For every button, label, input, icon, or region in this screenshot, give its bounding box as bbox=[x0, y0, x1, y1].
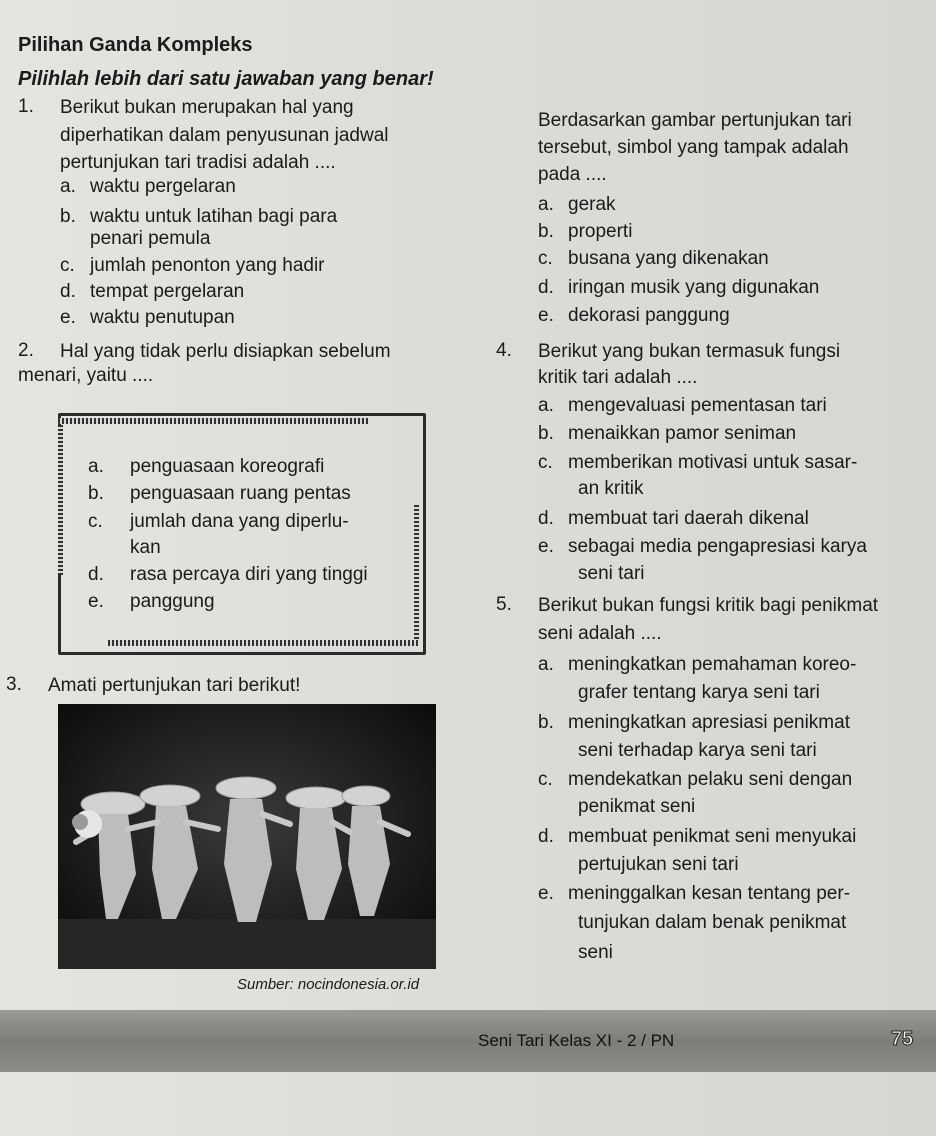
question-5-option-c[interactable]: c. mendekatkan pelaku seni dengan bbox=[538, 769, 853, 790]
photo-caption: Sumber: nocindonesia.or.id bbox=[237, 976, 420, 993]
question-1-option-c[interactable]: c. jumlah penonton yang hadir bbox=[60, 255, 325, 276]
question-2-text-line-2: menari, yaitu .... bbox=[18, 365, 154, 386]
box-right-hatch bbox=[414, 505, 419, 640]
question-4-number: 4. bbox=[496, 340, 512, 361]
question-1-text-line-2: diperhatikan dalam penyusunan jadwal bbox=[60, 125, 389, 146]
question-5-text-line-2: seni adalah .... bbox=[538, 623, 662, 644]
dance-performance-photo bbox=[58, 704, 436, 969]
question-2-option-d[interactable]: d. rasa percaya diri yang tinggi bbox=[88, 564, 368, 585]
box-left-hatch bbox=[58, 425, 63, 575]
question-1-option-d[interactable]: d. tempat pergelaran bbox=[60, 281, 245, 302]
question-1-option-e[interactable]: e. waktu penutupan bbox=[60, 307, 235, 328]
question-3-cont-line-2: tersebut, simbol yang tampak adalah bbox=[538, 137, 849, 158]
box-bottom-hatch bbox=[108, 640, 418, 646]
question-4-option-c[interactable]: c. memberikan motivasi untuk sasar- bbox=[538, 452, 858, 473]
page-number: 75 bbox=[890, 1028, 914, 1050]
section-title: Pilihan Ganda Kompleks bbox=[18, 34, 253, 56]
question-5-option-e[interactable]: e. meninggalkan kesan tentang per- bbox=[538, 883, 851, 904]
question-1-number: 1. bbox=[18, 96, 34, 117]
question-1-option-b[interactable]: b. waktu untuk latihan bagi para bbox=[60, 206, 338, 227]
question-4-option-b[interactable]: b. menaikkan pamor seniman bbox=[538, 423, 797, 444]
question-2-option-b[interactable]: b. penguasaan ruang pentas bbox=[88, 483, 351, 504]
question-5-option-d[interactable]: d. membuat penikmat seni menyukai bbox=[538, 826, 857, 847]
question-5-option-d-cont: pertujukan seni tari bbox=[578, 854, 739, 875]
question-4-option-c-cont: an kritik bbox=[578, 478, 644, 499]
question-4-text-line-2: kritik tari adalah .... bbox=[538, 367, 698, 388]
question-3-number: 3. bbox=[6, 674, 22, 695]
question-2-option-e[interactable]: e. panggung bbox=[88, 591, 215, 612]
question-3-option-c[interactable]: c. busana yang dikenakan bbox=[538, 248, 769, 269]
question-1-text-line-1: Berikut bukan merupakan hal yang bbox=[60, 97, 354, 118]
question-4-text-line-1: Berikut yang bukan termasuk fungsi bbox=[538, 341, 841, 362]
question-3-option-a[interactable]: a. gerak bbox=[538, 194, 616, 215]
question-5-option-e-cont-1: tunjukan dalam benak penikmat bbox=[578, 912, 847, 933]
question-3-cont-line-3: pada .... bbox=[538, 164, 607, 185]
question-5-option-b[interactable]: b. meningkatkan apresiasi penikmat bbox=[538, 712, 850, 733]
question-5-text-line-1: Berikut bukan fungsi kritik bagi penikmat bbox=[538, 595, 879, 616]
box-top-hatch bbox=[58, 418, 368, 424]
dancers-illustration bbox=[58, 704, 436, 969]
section-instruction: Pilihlah lebih dari satu jawaban yang benar! bbox=[18, 68, 434, 90]
question-5-option-c-cont: penikmat seni bbox=[578, 796, 696, 817]
question-4-option-e[interactable]: e. sebagai media pengapresiasi karya bbox=[538, 536, 867, 557]
question-5-option-b-cont: seni terhadap karya seni tari bbox=[578, 740, 817, 761]
question-3-option-d[interactable]: d. iringan musik yang digunakan bbox=[538, 277, 820, 298]
question-5-option-a[interactable]: a. meningkatkan pemahaman koreo- bbox=[538, 654, 857, 675]
question-4-option-a[interactable]: a. mengevaluasi pementasan tari bbox=[538, 395, 827, 416]
question-5-option-e-cont-2: seni bbox=[578, 942, 613, 963]
question-2-number: 2. bbox=[18, 340, 34, 361]
question-2-options-box bbox=[58, 413, 426, 655]
question-5-option-a-cont: grafer tentang karya seni tari bbox=[578, 682, 820, 703]
question-2-text-line-1: Hal yang tidak perlu disiapkan sebelum bbox=[60, 341, 391, 362]
question-3-option-e[interactable]: e. dekorasi panggung bbox=[538, 305, 730, 326]
question-2-option-c[interactable]: c. jumlah dana yang diperlu- bbox=[88, 511, 349, 532]
question-1-option-a[interactable]: a. waktu pergelaran bbox=[60, 176, 236, 197]
footer-book-title: Seni Tari Kelas XI - 2 / PN bbox=[478, 1031, 675, 1050]
question-2-option-a[interactable]: a. penguasaan koreografi bbox=[88, 456, 325, 477]
question-2-option-c-cont: kan bbox=[130, 537, 161, 558]
footer-band bbox=[0, 1010, 936, 1072]
question-3-option-b[interactable]: b. properti bbox=[538, 221, 633, 242]
question-4-option-e-cont: seni tari bbox=[578, 563, 645, 584]
question-3-cont-line-1: Berdasarkan gambar pertunjukan tari bbox=[538, 110, 852, 131]
question-5-number: 5. bbox=[496, 594, 512, 615]
question-1-option-b-cont: penari pemula bbox=[90, 228, 211, 249]
question-1-text-line-3: pertunjukan tari tradisi adalah .... bbox=[60, 152, 336, 173]
question-4-option-d[interactable]: d. membuat tari daerah dikenal bbox=[538, 508, 809, 529]
question-3-text: Amati pertunjukan tari berikut! bbox=[48, 675, 301, 696]
